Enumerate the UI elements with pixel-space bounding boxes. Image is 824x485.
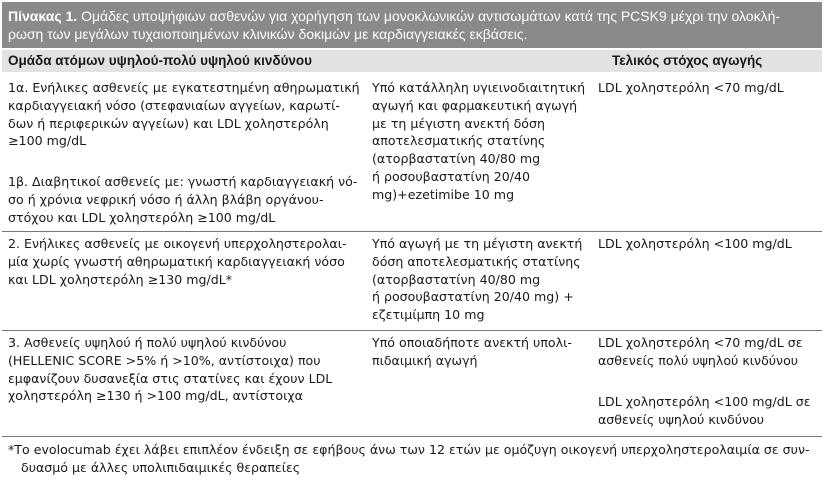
text-line: LDL χοληστερόλη <100 mg/dL σε xyxy=(598,394,811,409)
group-cell-3 xyxy=(8,334,360,405)
group-cell-1b xyxy=(8,173,360,226)
text-line: δων ή περιφερικών αγγείων) και LDL χοληστερόλη xyxy=(8,115,329,131)
text-line: ασθενείς υψηλού κινδύνου xyxy=(598,411,765,427)
text-line: αγωγή και φαρμακευτική αγωγή xyxy=(372,97,578,113)
target-cell-2 xyxy=(598,235,818,253)
footnote-line2: δυασμό με άλλες υπολιπιδαιμικές θεραπείες xyxy=(21,460,301,475)
text-line: εζετιμίμπη 10 mg xyxy=(372,307,485,323)
text-line: ≥100 mg/dL xyxy=(8,133,87,149)
text-line: με τη μέγιστη ανεκτή δόση xyxy=(372,115,545,131)
treatment-cell-1 xyxy=(372,79,592,204)
text-line: LDL χοληστερόλη <70 mg/dL xyxy=(598,80,784,95)
text-line: εμφανίζουν δυσανεξία στις στατίνες και έχουν LDL xyxy=(8,370,333,386)
row-divider xyxy=(2,330,822,331)
text-line: πιδαιμική αγωγή xyxy=(372,352,478,368)
text-line: καρδιαγγειακή νόσο (στεφανιαίων αγγείων, καρωτί- xyxy=(8,97,340,113)
footnote-line1: *Το evolocumab έχει λάβει επιπλέον ένδειξη σε εφήβους άνω των 12 ετών με ομόζυγη οικογενή υπερχοληστερολαιμία σε συν- xyxy=(8,442,810,457)
treatment-cell-2 xyxy=(372,235,592,324)
text-line: LDL χοληστερόλη <70 mg/dL σε xyxy=(598,335,803,350)
text-line: 1β. Διαβητικοί ασθενείς με: γνωστή καρδιαγγειακή νό- xyxy=(8,174,358,189)
group-cell-2 xyxy=(8,235,360,288)
table-header xyxy=(2,50,822,72)
group-cell-1a xyxy=(8,79,360,150)
text-line: LDL χοληστερόλη <100 mg/dL xyxy=(598,236,792,251)
header-target: Τελικός στόχος αγωγής xyxy=(612,53,763,68)
text-line: μία χωρίς γνωστή αθηρωματική καρδιαγγειακή νόσο xyxy=(8,253,345,269)
caption-text-line1: Ομάδες υποψήφιων ασθενών για χορήγηση των μονοκλωνικών αντισωμάτων κατά της PCSK9 μέχρι την ολοκλή- xyxy=(77,8,781,24)
treatment-cell-3 xyxy=(372,334,592,370)
text-line: (ατορβαστατίνη 40/80 mg xyxy=(372,271,541,287)
text-line: (HELLENIC SCORE >5% ή >10%, αντίστοιχα) που xyxy=(8,352,321,368)
caption-label: Πίνακας 1. xyxy=(8,8,78,24)
target-cell-3a xyxy=(598,334,818,370)
text-line: Υπό οποιαδήποτε ανεκτή υπολι- xyxy=(372,335,572,350)
header-group: Ομάδα ατόμων υψηλού-πολύ υψηλού κινδύνου xyxy=(8,53,313,68)
table-bottom-rule xyxy=(2,436,822,437)
table-footnote xyxy=(8,441,816,477)
target-cell-3b xyxy=(598,393,818,429)
row-divider xyxy=(2,231,822,232)
text-line: 3. Ασθενείς υψηλού ή πολύ υψηλού κινδύνου xyxy=(8,335,287,350)
text-line: (ατορβαστατίνη 40/80 mg xyxy=(372,151,541,167)
target-cell-1 xyxy=(598,79,818,97)
text-line: 2. Ενήλικες ασθενείς με οικογενή υπερχοληστερολαι- xyxy=(8,236,347,251)
text-line: χοληστερόλη ≥130 ή >100 mg/dL, αντίστοιχα xyxy=(8,388,303,404)
table-caption xyxy=(2,2,822,48)
caption-text-line2: ρωση των μεγάλων τυχαιοποιημένων κλινικών δοκιμών με καρδιαγγειακές εκβάσεις. xyxy=(8,26,528,42)
text-line: Υπό κατάλληλη υγιεινοδιαιτητική xyxy=(372,80,586,95)
text-line: ή ροσουβαστατίνη 20/40 mg) + xyxy=(372,289,574,305)
text-line: ασθενείς πολύ υψηλού κινδύνου xyxy=(598,352,799,368)
text-line: αποτελεσματικής στατίνης xyxy=(372,133,546,149)
text-line: 1α. Ενήλικες ασθενείς με εγκατεστημένη αθηρωματική xyxy=(8,80,360,95)
text-line: ή ροσουβαστατίνη 20/40 xyxy=(372,168,531,184)
text-line: Υπό αγωγή με τη μέγιστη ανεκτή xyxy=(372,236,583,251)
text-line: δόση αποτελεσματικής στατίνης xyxy=(372,253,581,269)
text-line: mg)+ezetimibe 10 mg xyxy=(372,186,515,202)
text-line: και LDL χοληστερόλη ≥130 mg/dL* xyxy=(8,271,233,287)
text-line: στόχου και LDL χοληστερόλη ≥100 mg/dL xyxy=(8,209,276,225)
text-line: σο ή χρόνια νεφρική νόσο ή άλλη βλάβη οργάνου- xyxy=(8,191,324,207)
